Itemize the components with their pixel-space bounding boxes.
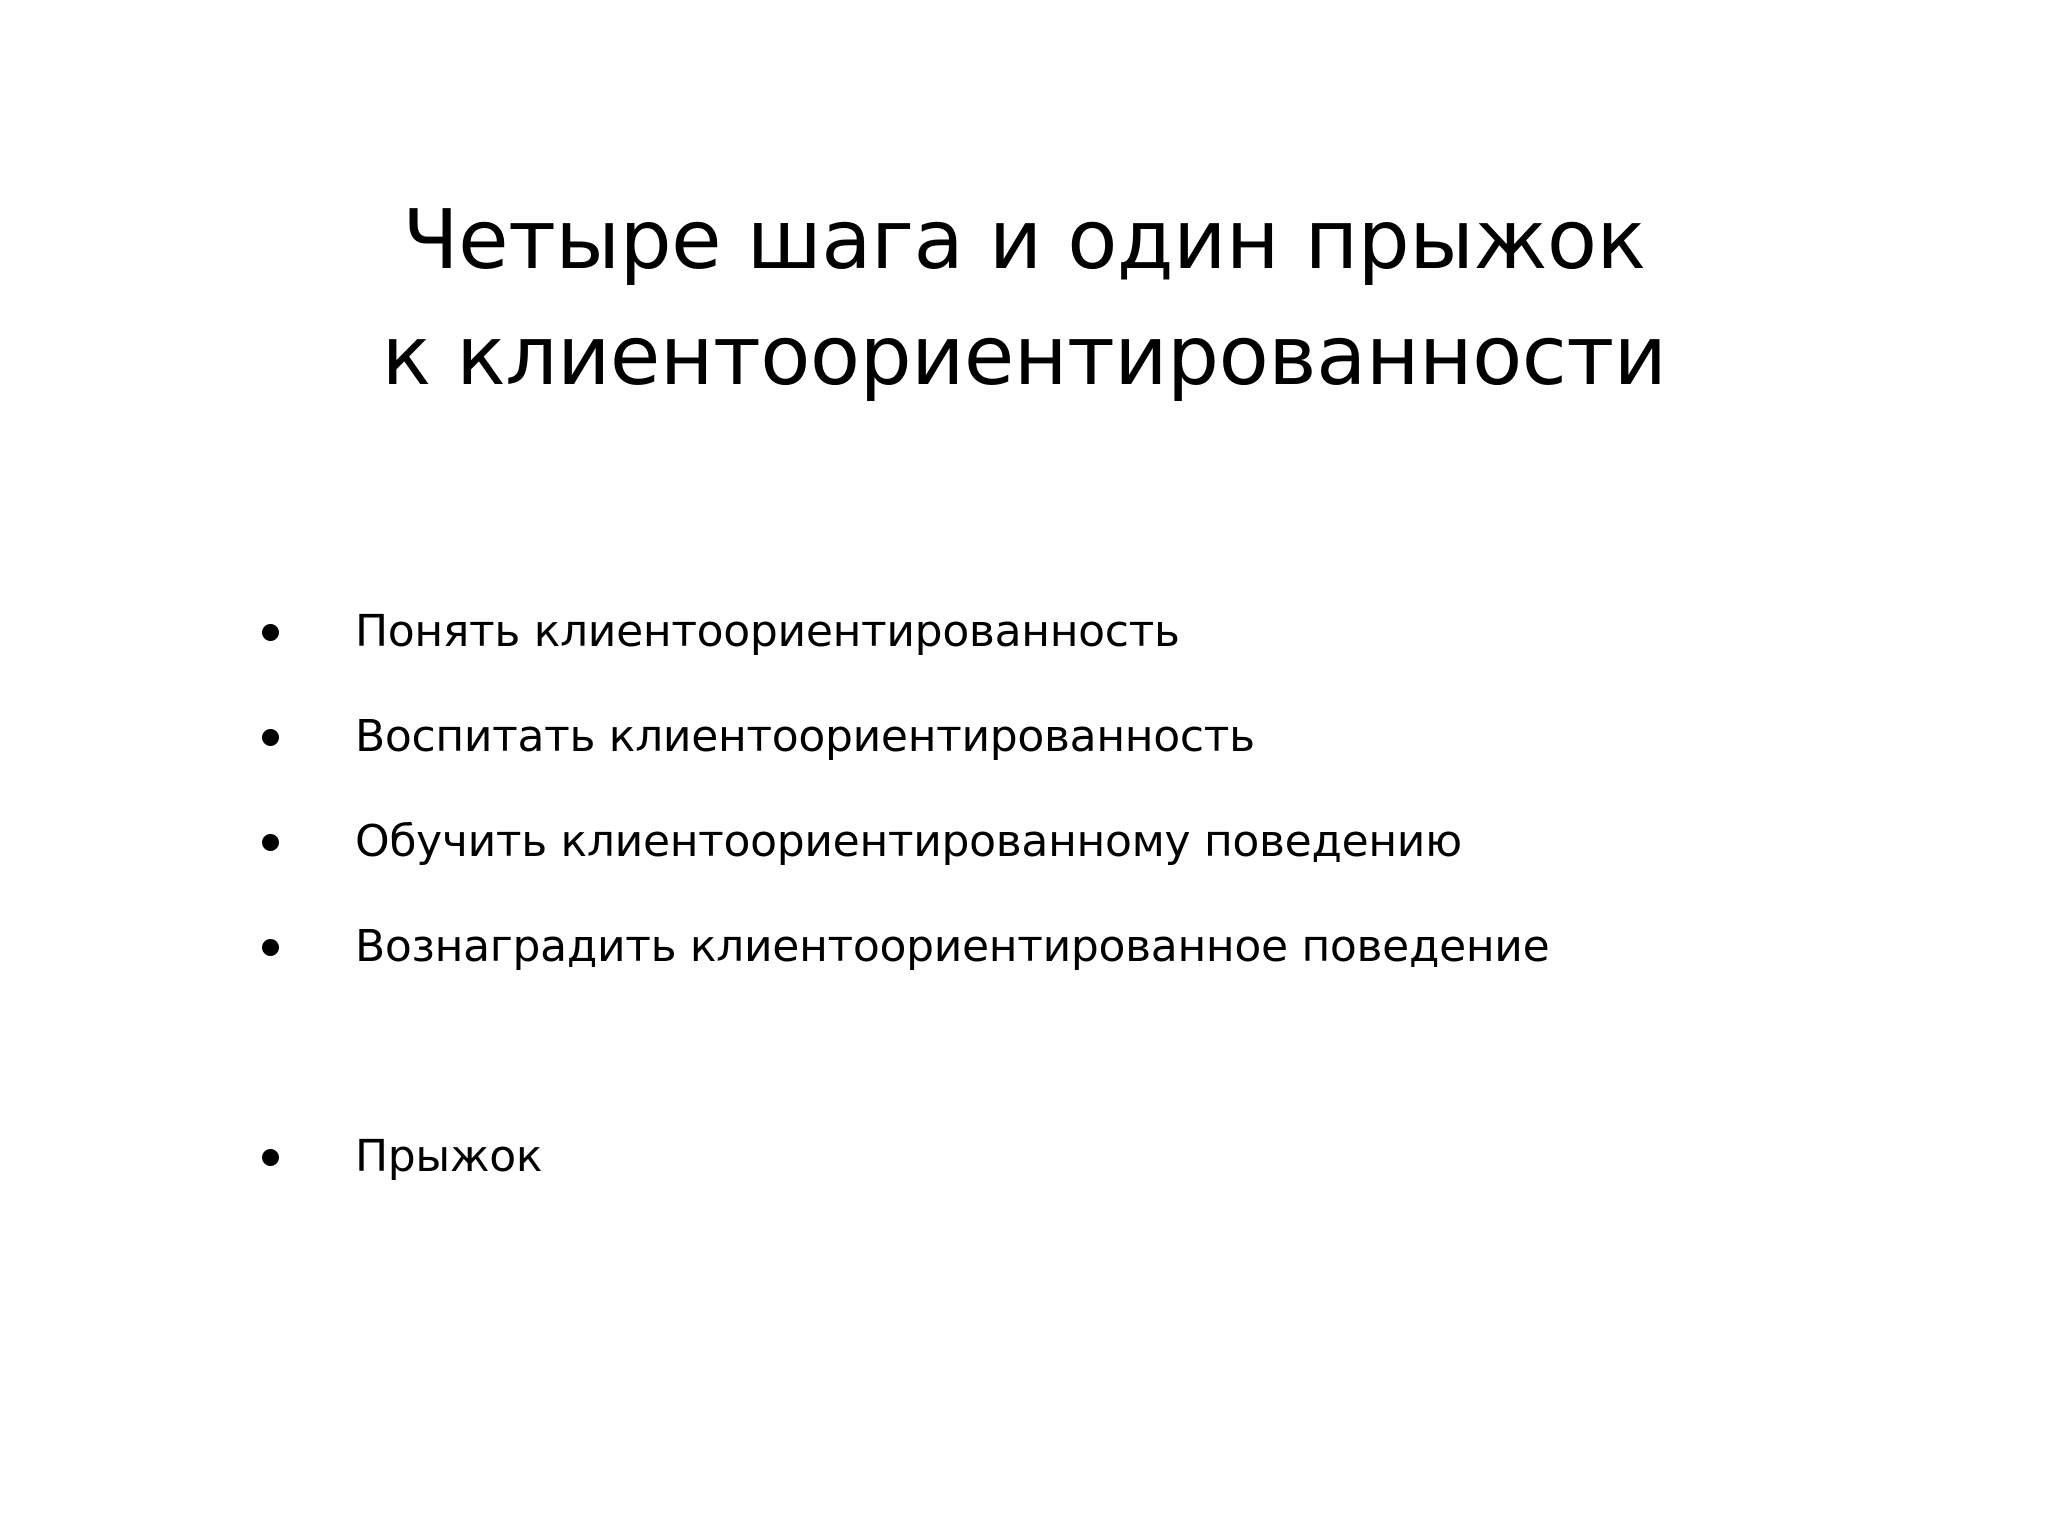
bullet-item-label: Вознаградить клиентоориентированное поведение (355, 921, 1550, 972)
slide-title-line-2: к клиентоориентированности (381, 308, 1667, 404)
bullet-dot-icon (262, 834, 279, 851)
bullet-dot-icon (262, 939, 279, 956)
bullet-item-jump (262, 1127, 542, 1187)
bullet-item-reward (262, 917, 1549, 977)
bullet-item-label: Понять клиентоориентированность (355, 606, 1180, 657)
bullet-dot-icon (262, 1149, 279, 1166)
bullet-item-understand (262, 602, 1180, 662)
slide-title-line-1: Четыре шага и один прыжок (402, 192, 1646, 288)
bullet-item-train (262, 812, 1462, 872)
bullet-item-label: Обучить клиентоориентированному поведению (355, 816, 1462, 867)
bullet-dot-icon (262, 729, 279, 746)
bullet-item-label: Прыжок (355, 1131, 543, 1182)
bullet-dot-icon (262, 624, 279, 641)
bullet-item-cultivate (262, 707, 1255, 767)
bullet-item-label: Воспитать клиентоориентированность (355, 711, 1255, 762)
